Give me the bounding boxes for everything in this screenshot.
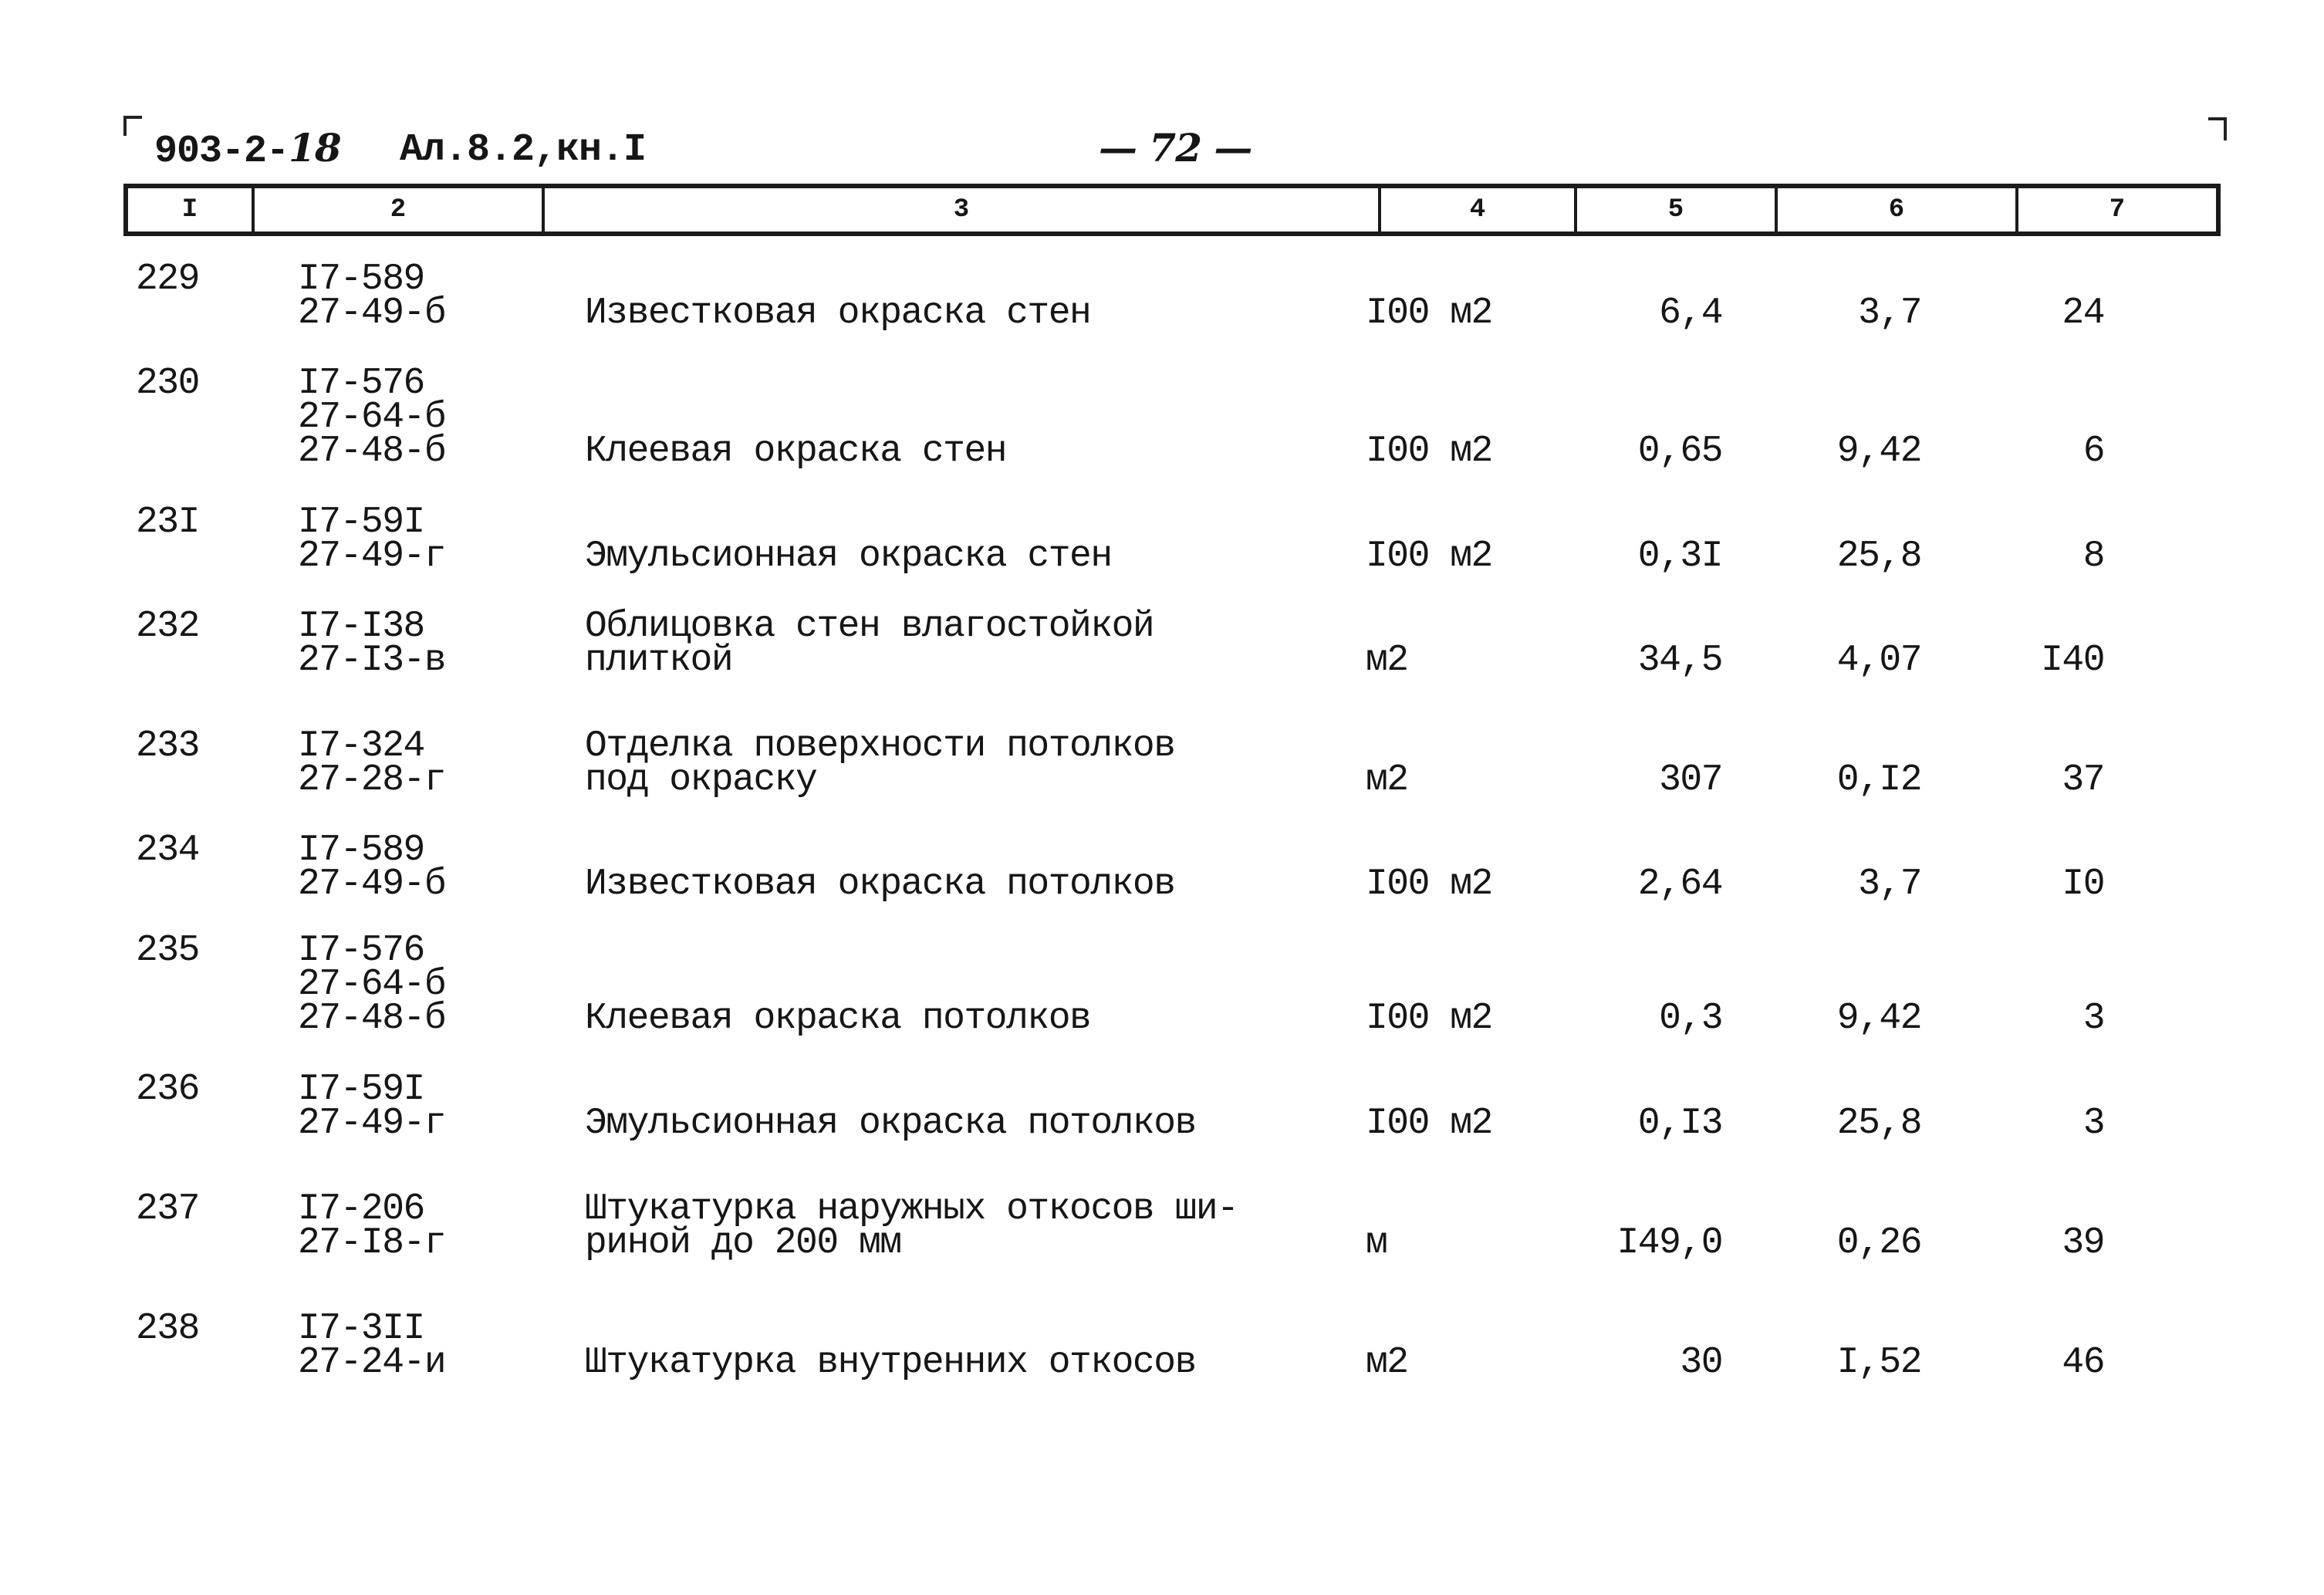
unit-price: 9,42: [1836, 431, 1921, 472]
unit-price: 0,26: [1836, 1222, 1921, 1264]
column-header-5: 5: [1574, 188, 1775, 231]
quantity: 0,3I: [1637, 536, 1722, 577]
norm-codes: [298, 725, 446, 801]
column-header-3: 3: [542, 188, 1378, 231]
quantity: 307: [1659, 759, 1722, 801]
norm-code: I7-59I: [298, 502, 424, 543]
work-description-line: Эмульсионная окраска стен: [585, 536, 1112, 577]
unit: I00 м2: [1366, 536, 1492, 577]
unit: м: [1366, 1222, 1387, 1264]
column-number-header: [123, 184, 2221, 236]
work-description-line: Известковая окраска стен: [585, 292, 1091, 334]
norm-code: 27-49-б: [298, 863, 446, 905]
work-description-line: риной до 200 мм: [585, 1222, 901, 1264]
total-cost: 8: [2082, 536, 2104, 577]
column-header-6: 6: [1775, 188, 2015, 231]
total-cost: 6: [2082, 431, 2104, 472]
row-number: 237: [136, 1188, 199, 1230]
norm-codes: [298, 830, 446, 905]
norm-code: I7-324: [298, 725, 424, 767]
norm-codes: [298, 1188, 446, 1264]
norm-code: 27-48-б: [298, 998, 446, 1039]
column-header-2: 2: [252, 188, 542, 231]
norm-codes: [298, 502, 446, 577]
document-code-handwritten: 18: [289, 125, 341, 171]
total-cost: 37: [2062, 759, 2104, 801]
row-number: 230: [136, 363, 199, 404]
norm-code: I7-I38: [298, 606, 424, 647]
work-description-line: Отделка поверхности потолков: [585, 725, 1175, 767]
norm-code: I7-576: [298, 363, 424, 404]
work-description-line: Клеевая окраска стен: [585, 431, 1007, 472]
norm-code: I7-206: [298, 1188, 424, 1230]
work-description: [585, 431, 1007, 472]
total-cost: 24: [2062, 292, 2104, 334]
work-description: [585, 1342, 1196, 1384]
corner-mark-top-left: [123, 116, 142, 136]
unit-price: 4,07: [1836, 640, 1921, 681]
norm-code: I7-59I: [298, 1069, 424, 1110]
row-number: 238: [136, 1308, 199, 1350]
norm-code: 27-49-г: [298, 536, 446, 577]
norm-code: I7-3II: [298, 1308, 424, 1350]
quantity: 0,65: [1637, 431, 1722, 472]
row-number: 235: [136, 930, 199, 972]
total-cost: 39: [2062, 1222, 2104, 1264]
norm-code: 27-I8-г: [298, 1222, 446, 1264]
work-description: [585, 1188, 1238, 1264]
row-number: 229: [136, 259, 199, 300]
corner-mark-top-right: [2208, 117, 2227, 140]
row-number: 234: [136, 830, 199, 871]
work-description: [585, 863, 1175, 905]
norm-codes: [298, 259, 446, 334]
unit-price: 25,8: [1836, 536, 1921, 577]
norm-code: 27-64-б: [298, 397, 446, 438]
total-cost: I40: [2041, 640, 2104, 681]
unit: I00 м2: [1366, 863, 1492, 905]
row-number: 236: [136, 1069, 199, 1110]
column-header-1: I: [181, 195, 198, 225]
unit: I00 м2: [1366, 998, 1492, 1039]
unit-price: 0,I2: [1836, 759, 1921, 801]
unit: I00 м2: [1366, 431, 1492, 472]
norm-code: 27-I3-в: [298, 640, 446, 681]
unit: м2: [1366, 1342, 1408, 1384]
norm-code: 27-24-и: [298, 1342, 446, 1384]
quantity: 34,5: [1637, 640, 1722, 681]
work-description: [585, 606, 1154, 681]
unit: м2: [1366, 759, 1408, 801]
unit-price: 3,7: [1858, 863, 1921, 905]
work-description: [585, 998, 1091, 1039]
total-cost: 3: [2082, 1103, 2104, 1144]
sheet-reference: Ал.8.2,кн.I: [400, 128, 647, 172]
quantity: 2,64: [1637, 863, 1722, 905]
work-description-line: плиткой: [585, 640, 733, 681]
unit-price: I,52: [1836, 1342, 1921, 1384]
norm-codes: [298, 606, 446, 681]
unit-price: 9,42: [1836, 998, 1921, 1039]
norm-code: 27-64-б: [298, 964, 446, 1005]
total-cost: 46: [2062, 1342, 2104, 1384]
norm-codes: [298, 930, 446, 1039]
quantity: 0,I3: [1637, 1103, 1722, 1144]
work-description-line: Известковая окраска потолков: [585, 863, 1175, 905]
norm-codes: [298, 1069, 446, 1144]
quantity: 30: [1680, 1342, 1722, 1384]
work-description-line: Штукатурка внутренних откосов: [585, 1342, 1196, 1384]
norm-code: 27-49-б: [298, 292, 446, 334]
unit: I00 м2: [1366, 1103, 1492, 1144]
work-description: [585, 292, 1091, 334]
work-description-line: Клеевая окраска потолков: [585, 998, 1091, 1039]
norm-codes: [298, 363, 446, 472]
norm-code: I7-576: [298, 930, 424, 972]
quantity: I49,0: [1616, 1222, 1722, 1264]
unit-price: 25,8: [1836, 1103, 1921, 1144]
row-number: 233: [136, 725, 199, 767]
total-cost: 3: [2082, 998, 2104, 1039]
column-header-4: 4: [1378, 188, 1574, 231]
page-number: — 72 —: [1099, 125, 1252, 171]
work-description: [585, 1103, 1196, 1144]
work-description-line: Эмульсионная окраска потолков: [585, 1103, 1196, 1144]
unit-price: 3,7: [1858, 292, 1921, 334]
quantity: 6,4: [1659, 292, 1722, 334]
row-number: 232: [136, 606, 199, 647]
norm-code: I7-589: [298, 830, 424, 871]
work-description-line: Облицовка стен влагостойкой: [585, 606, 1154, 647]
document-code-prefix: 903-2-: [154, 130, 289, 174]
total-cost: I0: [2062, 863, 2104, 905]
norm-code: I7-589: [298, 259, 424, 300]
norm-code: 27-49-г: [298, 1103, 446, 1144]
work-description-line: под окраску: [585, 759, 817, 801]
work-description: [585, 536, 1112, 577]
work-description-line: Штукатурка наружных откосов ши-: [585, 1188, 1238, 1230]
quantity: 0,3: [1659, 998, 1722, 1039]
unit: I00 м2: [1366, 292, 1492, 334]
column-header-7: 7: [2015, 188, 2216, 231]
work-description: [585, 725, 1175, 801]
norm-code: 27-28-г: [298, 759, 446, 801]
norm-code: 27-48-б: [298, 431, 446, 472]
row-number: 23I: [136, 502, 199, 543]
norm-codes: [298, 1308, 446, 1384]
document-code: [154, 125, 341, 174]
unit: м2: [1366, 640, 1408, 681]
